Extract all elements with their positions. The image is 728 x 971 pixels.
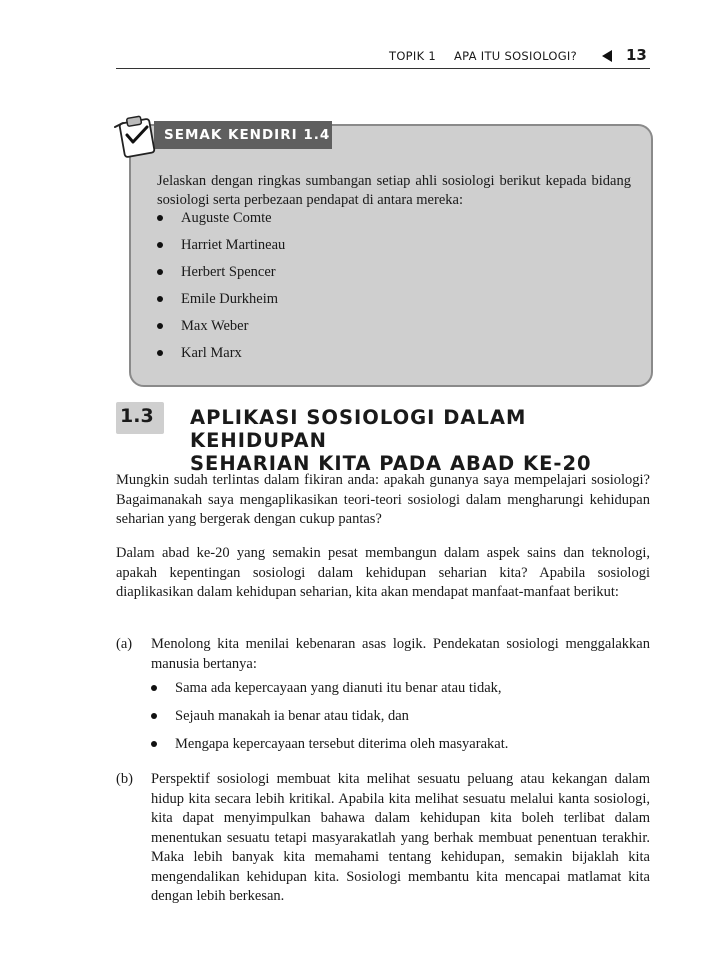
section-title-line: SEHARIAN KITA PADA ABAD KE-20 [190, 452, 592, 475]
self-check-question: Jelaskan dengan ringkas sumbangan setiap ahli sosiologi berikut kepada bidang sosiologi serta perbezaan pendapat di antara mereka: [157, 172, 631, 208]
list-item: Max Weber [157, 314, 285, 341]
bullet-list [151, 676, 508, 760]
header-title: APA ITU SOSIOLOGI? [454, 49, 578, 63]
enum-marker: (b) [116, 771, 133, 787]
page-number: 13 [626, 46, 647, 64]
enum-marker: (a) [116, 636, 133, 652]
clipboard-check-icon [113, 113, 157, 159]
list-item: Sama ada kepercayaan yang dianuti itu benar atau tidak, [151, 676, 508, 704]
list-item: Karl Marx [157, 341, 285, 368]
header-topic: TOPIK 1 [389, 49, 437, 63]
list-item: Sejauh manakah ia benar atau tidak, dan [151, 704, 508, 732]
self-check-list [157, 206, 285, 368]
triangle-left-icon [602, 50, 612, 62]
section-title-line: APLIKASI SOSIOLOGI DALAM KEHIDUPAN [190, 406, 527, 452]
paragraph: Mungkin sudah terlintas dalam fikiran anda: apakah gunanya saya mempelajari sosiologi? Bagaimanakah saya mengaplikasikan teori-teori sosiologi dalam mengharungi kehidupan seharian yang bergerak dengan cukup pantas? [116, 472, 650, 527]
list-item: Emile Durkheim [157, 287, 285, 314]
paragraph: Dalam abad ke-20 yang semakin pesat membangun dalam aspek sains dan teknologi, apakah kepentingan sosiologi dalam kehidupan seharian kita? Apabila sosiologi diaplikasikan dalam kehidupan seharian, kita akan mendapat manfaat-manfaat berikut: [116, 545, 650, 600]
section-number: 1.3 [120, 405, 154, 427]
list-item: Harriet Martineau [157, 233, 285, 260]
enum-text: Perspektif sosiologi membuat kita melihat sesuatu peluang atau kekangan dalam hidup kita secara lebih kritikal. Apabila kita melihat sesuatu melalui kanta sosiologi, kita dapat menyimpulkan bahawa dalam kehidupan kita boleh terlibat dalam menentukan sesuatu tetapi masyarakatlah yang berhak membuat penentuan terakhir. Maka lebih banyak kita memahami tentang kehidupan, semakin bijaklah kita mengendalikan kehidupan kita. Sosiologi membantu kita mencapai matlamat kita dengan lebih berkesan. [151, 771, 650, 904]
list-item: Auguste Comte [157, 206, 285, 233]
page-header [116, 46, 650, 69]
list-item: Mengapa kepercayaan tersebut diterima oleh masyarakat. [151, 732, 508, 760]
enum-text: Menolong kita menilai kebenaran asas logik. Pendekatan sosiologi menggalakkan manusia bertanya: [151, 636, 650, 672]
self-check-label: SEMAK KENDIRI 1.4 [154, 121, 332, 149]
list-item: Herbert Spencer [157, 260, 285, 287]
section-title [190, 406, 660, 475]
